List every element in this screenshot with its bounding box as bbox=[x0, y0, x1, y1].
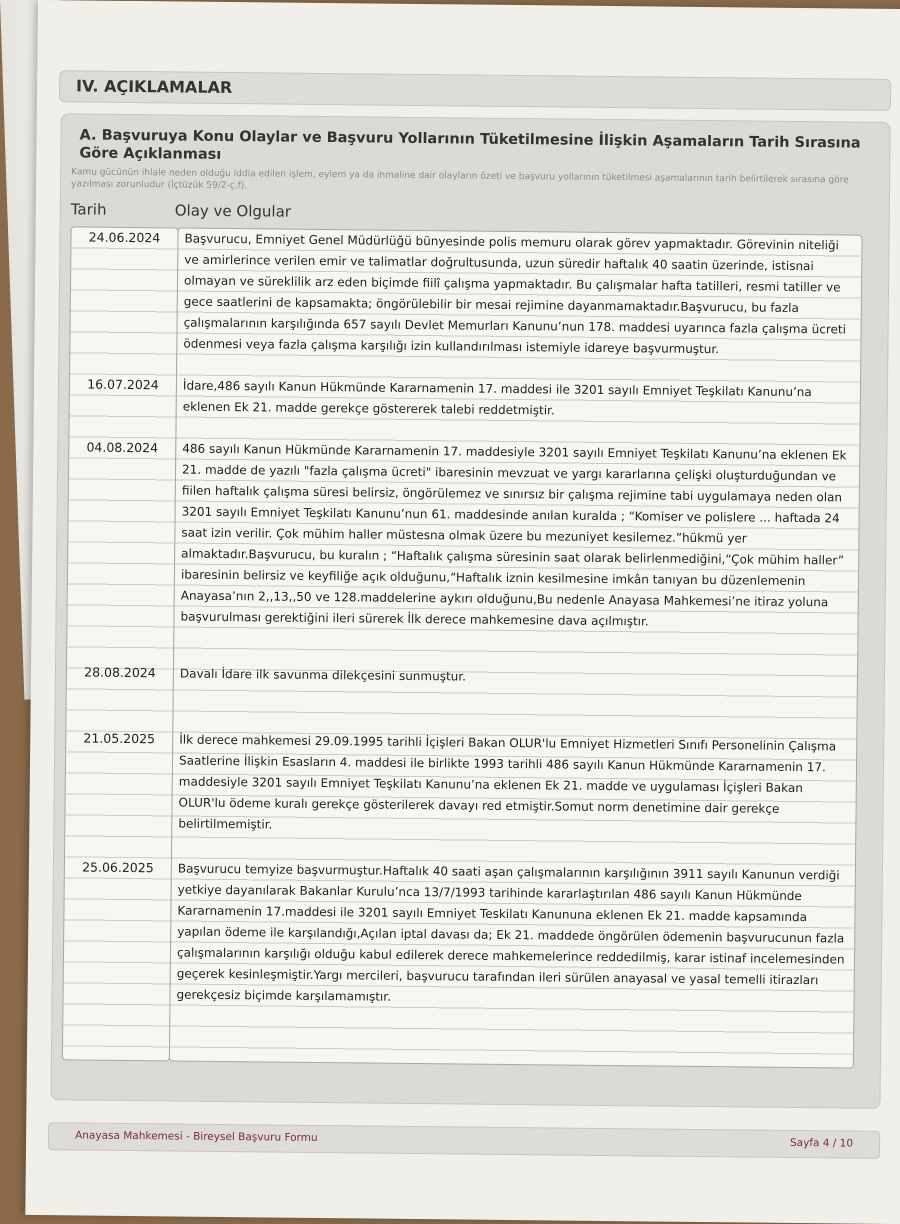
entry-text: Davalı İdare ilk savunma dilekçesini sunmuştur. bbox=[179, 666, 467, 684]
entry-date: 25.06.2025 bbox=[82, 859, 154, 876]
page-footer bbox=[48, 1122, 880, 1159]
instruction-note: Kamu gücünün ihlale neden olduğu iddia edilen işlem, eylem ya da ihmaline dair olayların özeti ve başvuru yollarının tüketilmesi aşamalarının tarih belirtilerek sırasına göre yazılması zorunludur (İçtüzük 59/2-ç,f). bbox=[71, 167, 849, 192]
entry-text: Başvurucu, Emniyet Genel Müdürlüğü bünyesinde polis memuru olarak görev yapmaktadır. Görevinin niteliği ve amirlerince verilen emir ve talimatlar doğrultusunda, uzun süredir haftalık 40 saatin üzerinde, istisnai olmayan ve süreklilik arz eden biçimde fiilî çalışma yapmaktadır. Bu çalışmalar hafta tatilleri, resmi tatiller ve gece saatlerini de kapsamakta; öngörülebilir bir mesai rejimine dayanmamaktadır.Başvurucu, bu fazla çalışmalarının karşılığında 657 sayılı Devlet Memurları Kanunu’nun 178. maddesi uyarınca fazla çalışma ücreti ödenmesi veya fazla çalışma karşılığı izin kullandırılması istemiyle idareye başvurmuştur. bbox=[183, 231, 847, 357]
entry-date: 16.07.2024 bbox=[87, 376, 159, 393]
entry-date: 04.08.2024 bbox=[86, 439, 159, 456]
events-column bbox=[169, 227, 863, 1068]
section-title: IV. AÇIKLAMALAR bbox=[76, 76, 233, 98]
form-page bbox=[25, 0, 900, 1224]
entry-text: 486 sayılı Kanun Hükmünde Kararnamenin 17. maddesiyle 3201 sayılı Emniyet Teşkilatı Kanunu’na eklenen Ek 21. madde de yazılı "fazla çalışma ücreti" ibaresinin mevzuat ve yargı kararlarına çelişki oluşturduğundan ve fiilen haftalık çalışma süresi belirsiz, öngörülemez ve sınırsız bir çalışma rejimine tabi uygulamaya neden olan 3201 sayılı Emniyet Teşkilatı Kanunu’nun 61. maddesinde anılan kuralda ; “Komiser ve polislere ... haftada 24 saat izin verilir. Çok mühim haller müstesna olmak üzere bu mezuniyet kesilemez.”hükmü yer almaktadır.Başvurucu, bu kuralın ; “Haftalık çalışma süresinin saat olarak belirlenmediğini,“Çok mühim haller” ibaresinin belirsiz ve keyfiliğe açık olduğunu,“Haftalık iznin kesilmesine imkân tanıyan bu düzenlemenin Anayasa’nın 2,,13,,50 ve 128.maddelerine aykırı olduğunu,Bu nedenle Anayasa Mahkemesi’ne itiraz yoluna başvurulması gerektiğini ileri sürerek İlk derece mahkemesine dava açılmıştır. bbox=[180, 441, 847, 629]
entry-text: İlk derece mahkemesi 29.09.1995 tarihli İçişleri Bakan OLUR'lu Emniyet Hizmetleri Sınıfı Personelinin Çalışma Saatlerine İlişkin Esasların 4. maddesi ile birlikte 1993 tarihli 486 sayılı Kanun Hükmünde Kararnamenin 17. maddesiyle 3201 sayılı Emniyet Teşkilatı Kanunu’na eklenen Ek 21. madde ve uygulaması İçişleri Bakan OLUR'lu ödeme kuralı gerekçe gösterilerek davayı red etmiştir.Somut norm denetimine dair gerekçe belirtilmemiştir. bbox=[178, 732, 837, 832]
events-column-header: Olay ve Olgular bbox=[174, 201, 292, 221]
entry-date: 21.05.2025 bbox=[83, 730, 156, 747]
entry-text: İdare,486 sayılı Kanun Hükmünde Kararnamenin 17. maddesi ile 3201 sayılı Emniyet Teşkilatı Kanunu’na eklenen Ek 21. madde gerekçe göstererek talebi reddetmiştir. bbox=[182, 378, 812, 418]
section-header bbox=[59, 70, 891, 111]
chronology-panel bbox=[50, 113, 890, 1109]
date-column-header: Tarih bbox=[70, 200, 107, 219]
footer-form-name: Anayasa Mahkemesi - Bireysel Başvuru Formu bbox=[75, 1129, 318, 1144]
entry-date: 24.06.2024 bbox=[88, 229, 161, 246]
page-number: Sayfa 4 / 10 bbox=[789, 1136, 854, 1150]
entry-date: 28.08.2024 bbox=[84, 664, 156, 681]
date-column bbox=[62, 226, 179, 1061]
entry-text: Başvurucu temyize başvurmuştur.Haftalık 40 saati aşan çalışmalarının karşılığının 3911 sayılı Kanunun verdiği yetkiye dayanılarak Bakanlar Kurulu’nca 13/7/1993 tarihinde kararlaştırılan 486 sayılı Kanun Hükmünde Kararnamenin 17.maddesi ile 3201 sayılı Emniyet Teskilatı Kanununa eklenen Ek 21. madde kapsamında yapılan ödeme ile karşılandığı,Açılan iptal davası da; Ek 21. maddede öngörülen ödemenin başvurucunun fazla çalışmalarının karşılığı olduğu kabul edilerek derece mahkemelerince reddedilmiş, karar istinaf incelemesinden geçerek kesinleşmiştir.Yargı mercileri, başvurucu tarafından ileri sürülen anayasal ve yasal temelli itirazları gerekçesiz biçimde karşılamamıştır. bbox=[176, 861, 845, 1004]
subsection-title: A. Başvuruya Konu Olaylar ve Başvuru Yollarının Tüketilmesine İlişkin Aşamaların Tarih Sırasına Göre Açıklanması bbox=[79, 127, 861, 163]
